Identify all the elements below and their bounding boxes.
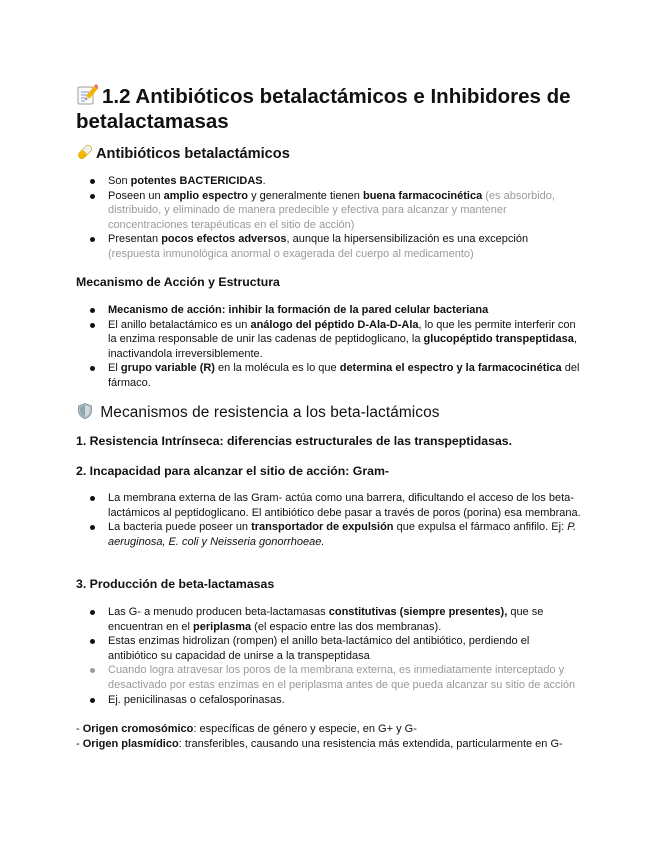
- list-item: Son potentes BACTERICIDAS.: [76, 174, 581, 189]
- shield-icon: [76, 402, 94, 420]
- origin-chromosomal-line: - Origen cromosómico: específicas de género y especie, en G+ y G-: [76, 723, 417, 735]
- list-item: Cuando logra atravesar los poros de la membrana externa, es inmediatamente interceptado y desactivado por estas enzimas en el periplasma antes de que pueda alcanzar su sitio de acción: [76, 663, 581, 692]
- list-item: Estas enzimas hidrolizan (rompen) el anillo beta-lactámico del antibiótico, perdiendo el antibiótico su capacidad de unirse a la transpeptidasa: [76, 634, 581, 663]
- page-title: [76, 84, 596, 134]
- resistance-subheading-3: 3. Producción de beta-lactamasas: [76, 577, 275, 591]
- list-item: El grupo variable (R) en la molécula es lo que determina el espectro y la farmacocinética del fármaco.: [76, 361, 581, 390]
- list-item: La bacteria puede poseer un transportador de expulsión que expulsa el fármaco anfifilo. Ej: P. aeruginosa, E. coli y Neisseria gonorrhoeae.: [76, 520, 581, 549]
- title-text: 1.2 Antibióticos betalactámicos e Inhibidores de betalactamasas: [76, 85, 571, 133]
- origin-plasmid-line: - Origen plasmídico: transferibles, causando una resistencia más extendida, particularmente en G-: [76, 738, 563, 750]
- list-item: Las G- a menudo producen beta-lactamasas constitutivas (siempre presentes), que se encuentran en el periplasma (el espacio entre las dos membranas).: [76, 605, 581, 634]
- resistance-subheading-2: 2. Incapacidad para alcanzar el sitio de acción: Gram-: [76, 464, 390, 478]
- list-item: Presentan pocos efectos adversos, aunque la hipersensibilización es una excepción (respuesta inmunológica anormal o exagerada del cuerpo al medicamento): [76, 232, 581, 261]
- memo-icon: [76, 84, 98, 106]
- betalactams-list: [76, 174, 581, 262]
- list-item: La membrana externa de las Gram- actúa como una barrera, dificultando el acceso de los beta-lactámicos al peptidoglicano. El antibiótico debe pasar a través de poros (porina) esa membrana.: [76, 491, 581, 520]
- pill-icon: [76, 143, 94, 161]
- mechanism-heading: Mecanismo de Acción y Estructura: [76, 275, 280, 289]
- mechanism-list: [76, 303, 581, 391]
- list-item: Poseen un amplio espectro y generalmente tienen buena farmacocinética (es absorbido, distribuido, y eliminado de manera predecible y efectiva para alcanzar y mantener concentraciones terapéuticas en el sitio de acción): [76, 189, 581, 233]
- resistance-heading: Mecanismos de resistencia a los beta-lactámicos: [76, 402, 440, 422]
- section-heading-betalactams: Antibióticos betalactámicos: [76, 143, 290, 163]
- list-item: El anillo betalactámico es un análogo del péptido D-Ala-D-Ala, lo que les permite interferir con la enzima responsable de unir las cadenas de peptidoglicano, la glucopéptido transpeptidasa, inactivandola irreversiblemente.: [76, 318, 581, 362]
- access-list: [76, 491, 581, 549]
- list-item: Mecanismo de acción: inhibir la formación de la pared celular bacteriana: [76, 303, 581, 318]
- betalactamase-list: [76, 605, 581, 707]
- resistance-subheading-1: 1. Resistencia Intrínseca: diferencias estructurales de las transpeptidasas.: [76, 434, 513, 448]
- list-item: Ej. penicilinasas o cefalosporinasas.: [76, 693, 581, 708]
